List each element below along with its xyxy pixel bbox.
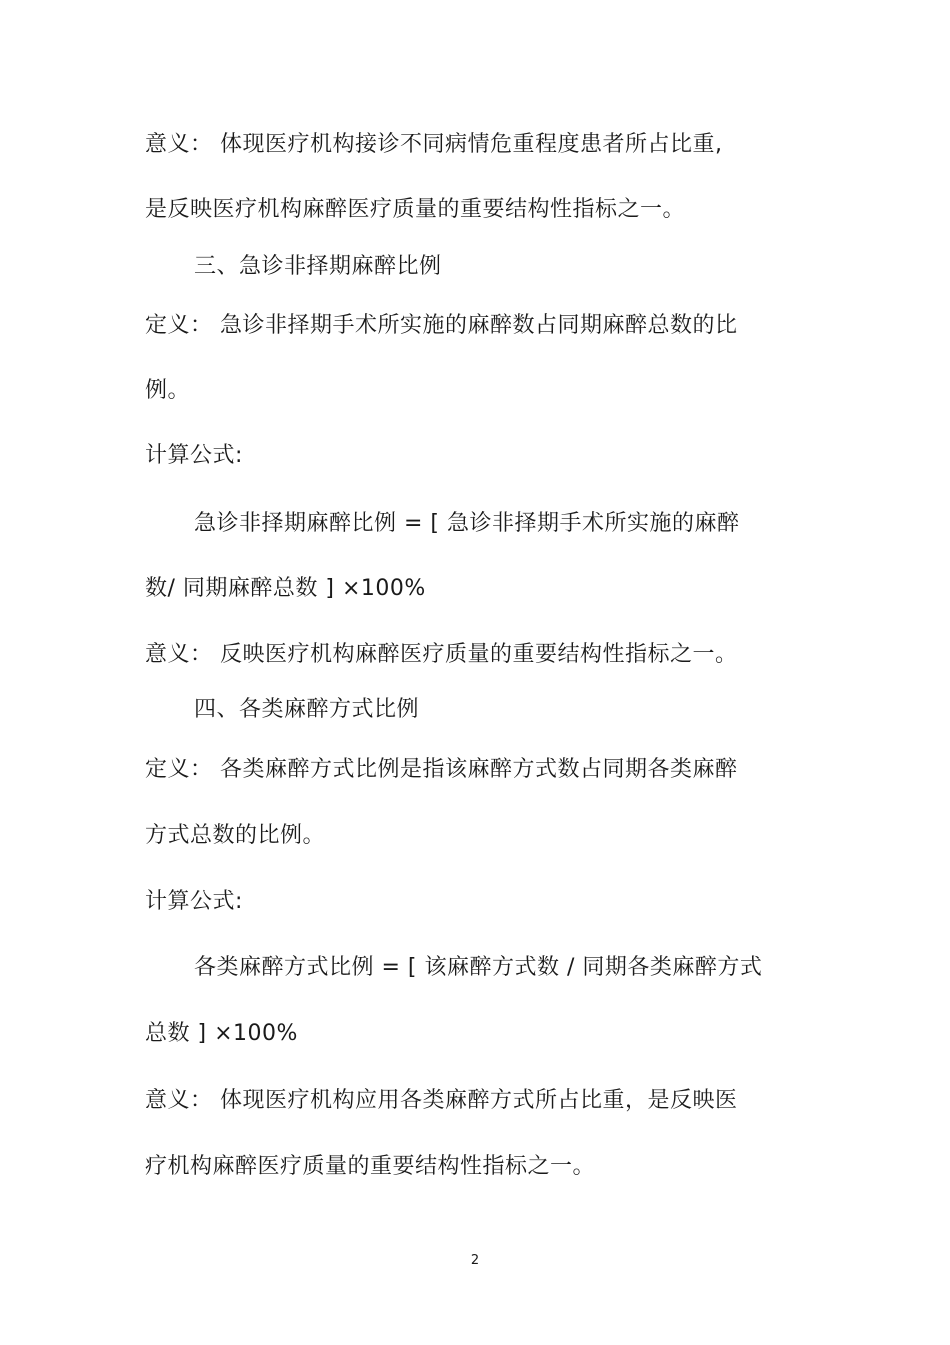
- text-line-definition-methods: 定义： 各类麻醉方式比例是指该麻醉方式数占同期各类麻醉: [145, 757, 738, 782]
- text-line-definition-methods-cont: 方式总数的比例。: [145, 823, 326, 848]
- text-line-significance-3: 意义： 体现医疗机构应用各类麻醉方式所占比重，是反映医: [145, 1088, 738, 1113]
- text-line-definition-emergency: 定义： 急诊非择期手术所实施的麻醉数占同期麻醉总数的比: [145, 313, 738, 338]
- formula-line-methods-cont: 总数 ] ×100%: [145, 1021, 298, 1046]
- text-line-significance-1: 意义： 体现医疗机构接诊不同病情危重程度患者所占比重,: [145, 132, 723, 157]
- text-line-formula-label-2: 计算公式:: [145, 889, 243, 914]
- formula-line-emergency-cont: 数/ 同期麻醉总数 ] ×100%: [145, 576, 426, 601]
- page-number: 2: [470, 1253, 480, 1268]
- formula-line-methods: 各类麻醉方式比例 = [ 该麻醉方式数 / 同期各类麻醉方式: [194, 955, 763, 980]
- section-heading-emergency: 三、急诊非择期麻醉比例: [194, 254, 442, 279]
- text-line-significance-3-cont: 疗机构麻醉医疗质量的重要结构性指标之一。: [145, 1154, 596, 1179]
- text-line-definition-emergency-cont: 例。: [145, 378, 191, 403]
- formula-line-emergency: 急诊非择期麻醉比例 = [ 急诊非择期手术所实施的麻醉: [194, 511, 740, 536]
- text-line-formula-label-1: 计算公式:: [145, 443, 243, 468]
- text-line-significance-2: 意义： 反映医疗机构麻醉医疗质量的重要结构性指标之一。: [145, 642, 738, 667]
- section-heading-methods: 四、各类麻醉方式比例: [194, 697, 420, 722]
- text-line-significance-1-cont: 是反映医疗机构麻醉医疗质量的重要结构性指标之一。: [145, 197, 686, 222]
